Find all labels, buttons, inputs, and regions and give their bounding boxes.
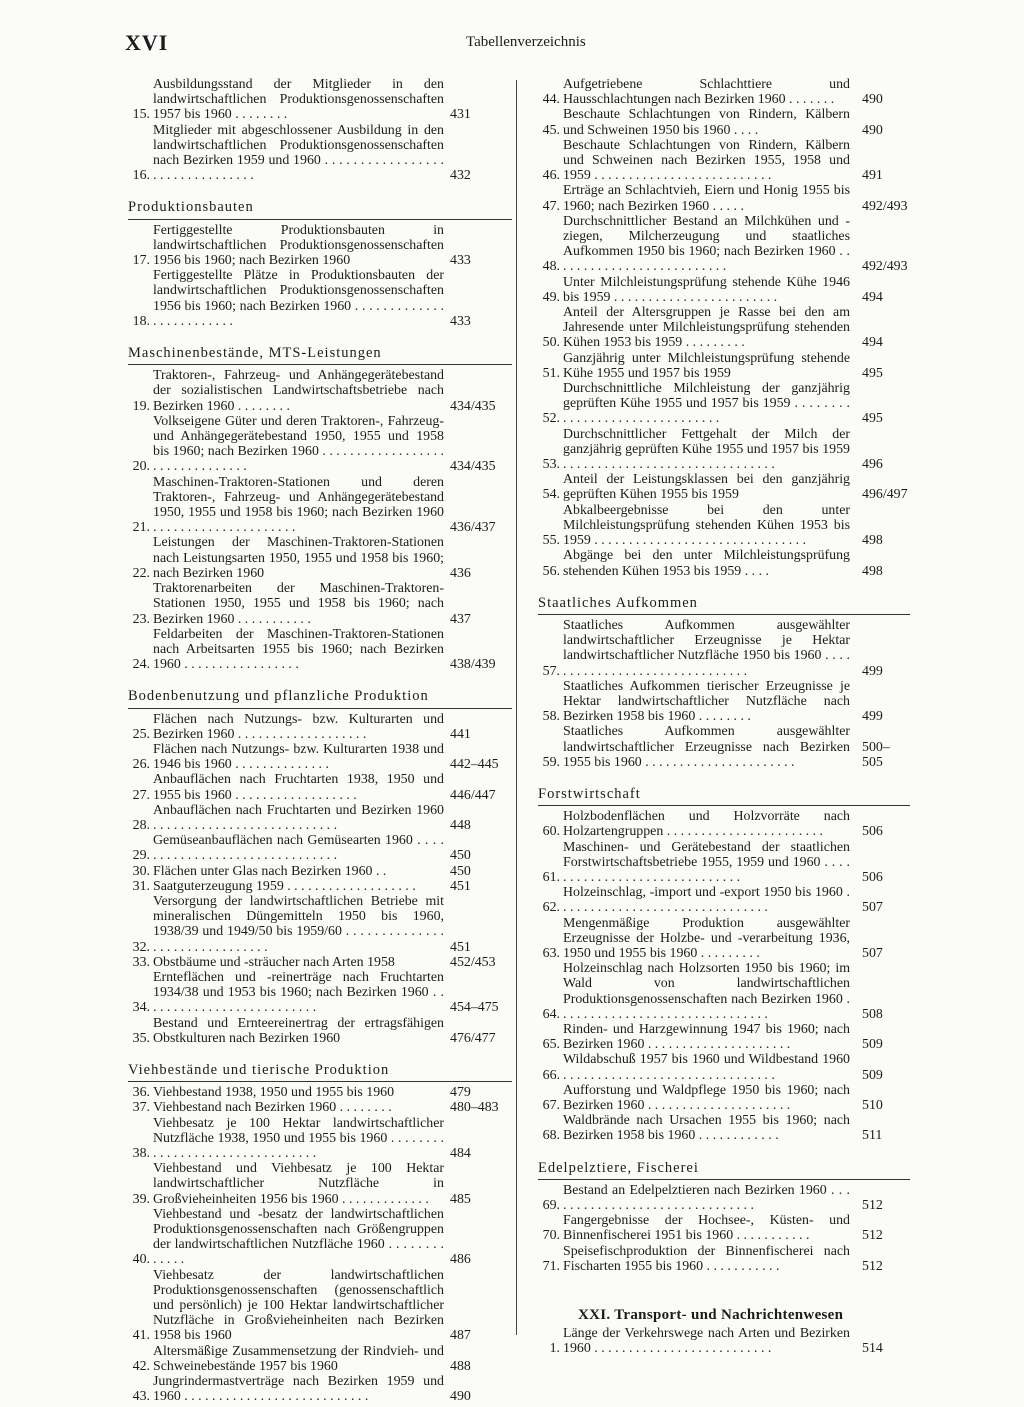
entry-title: Altersmäßige Zusammensetzung der Rindvieh- und Schweinebestände 1957 bis 1960 <box>153 1343 444 1374</box>
entry-page: 491 <box>862 168 883 184</box>
entry-number: 30. <box>132 863 150 879</box>
entry-number: 38. <box>132 1146 150 1161</box>
entry-number: 49. <box>542 289 560 305</box>
entry-number: 42. <box>132 1358 150 1374</box>
toc-entry <box>128 955 512 970</box>
toc-entry <box>538 472 910 502</box>
entry-title: Anbauflächen nach Fruchtarten 1938, 1950 und 1955 bis 1960 . . . . . . . . . . . . . . . . . . <box>153 772 444 803</box>
entry-title: Versorgung der landwirtschaftlichen Betriebe mit mineralischen Düngemitteln 1950 bis 1960, 1938/39 und 1949/50 bis 1959/60 . . . . . . . . . . . . . . . . . . . . . . . . . . . . . . . <box>153 893 444 955</box>
toc-entry <box>128 223 512 269</box>
entry-number: 57. <box>542 663 560 679</box>
toc-entry <box>538 1022 910 1052</box>
entry-number: 35. <box>132 1030 150 1046</box>
toc-entry <box>128 1016 512 1046</box>
entry-page: 499 <box>862 663 883 679</box>
toc-entry <box>128 772 512 802</box>
entry-number: 53. <box>542 457 560 473</box>
entry-page: 488 <box>450 1358 471 1374</box>
entry-title: Gemüseanbauflächen nach Gemüsearten 1960 . . . . . . . . . . . . . . . . . . . . . . . . . . . . . . . <box>153 833 444 864</box>
entry-number: 46. <box>542 168 560 184</box>
toc-entry <box>538 885 910 915</box>
entry-number: 55. <box>542 533 560 549</box>
entry-page: 511 <box>862 1128 883 1144</box>
toc-entry <box>128 475 512 536</box>
page-title: Tabellenverzeichnis <box>466 34 586 50</box>
entry-number: 24. <box>132 657 150 673</box>
toc-entry <box>128 712 512 742</box>
entry-title: Flächen unter Glas nach Bezirken 1960 . . <box>153 863 387 879</box>
toc-entry <box>128 1268 512 1344</box>
toc-entry <box>128 581 512 627</box>
toc-entry <box>538 183 910 213</box>
entry-page: 512 <box>862 1228 883 1244</box>
section-rule <box>128 708 512 709</box>
entry-page: 500–505 <box>862 739 890 770</box>
entry-page: 490 <box>862 92 883 108</box>
entry-title: Abkalbeergebnisse bei den unter Milchleistungsprüfung stehenden Kühen 1953 bis 1959 . . . . . . . . . . . . . . . . . . . . . . . . . . . . . . . <box>563 502 850 549</box>
toc-entry <box>128 803 512 833</box>
entry-title: Ausbildungsstand der Mitglieder in den landwirtschaftlichen Produktionsgenossenschaften 1957 bis 1960 . . . . . . . . <box>153 77 444 123</box>
entry-number: 62. <box>542 900 560 916</box>
entry-number: 65. <box>542 1037 560 1053</box>
entry-title: Viehbestand nach Bezirken 1960 . . . . . . . . <box>153 1100 392 1116</box>
entry-title: Waldbrände nach Ursachen 1955 bis 1960; nach Bezirken 1958 bis 1960 . . . . . . . . . . . . <box>563 1113 850 1144</box>
entry-title: Länge der Verkehrswege nach Arten und Bezirken 1960 . . . . . . . . . . . . . . . . . . . . . . . . . . <box>563 1326 850 1357</box>
entry-title: Fertiggestellte Produktionsbauten in landwirtschaftlichen Produktionsgenossenschaften 1956 bis 1960; nach Bezirken 1960 <box>153 222 444 269</box>
toc-entry <box>538 679 910 725</box>
entry-title: Flächen nach Nutzungs- bzw. Kulturarten und Bezirken 1960 . . . . . . . . . . . . . . . . . . . <box>153 711 444 742</box>
entry-page: 437 <box>450 611 471 627</box>
toc-entry <box>128 535 512 581</box>
entry-page: 433 <box>450 313 471 329</box>
entry-title: Viehbestand und Viehbesatz je 100 Hektar landwirtschaftlicher Nutzfläche in Großvieheinheiten 1956 bis 1960 . . . . . . . . . . . . . <box>153 1161 444 1207</box>
entry-number: 17. <box>132 253 150 269</box>
entry-number: 21. <box>132 520 150 536</box>
entry-number: 31. <box>132 878 150 894</box>
entry-title: Unter Milchleistungsprüfung stehende Kühe 1946 bis 1959 . . . . . . . . . . . . . . . . . . . . . . . . <box>563 274 850 305</box>
toc-entry <box>538 724 910 770</box>
toc-entry <box>538 916 910 962</box>
entry-page: 448 <box>450 817 471 833</box>
toc-entry <box>128 1344 512 1374</box>
section-rule <box>128 1081 512 1082</box>
entry-page: 512 <box>862 1258 883 1274</box>
entry-title: Traktorenarbeiten der Maschinen-Traktoren-Stationen 1950, 1955 und 1958 bis 1960; nach Bezirken 1960 . . . . . . . . . . . <box>153 581 444 627</box>
entry-page: 506 <box>862 869 883 885</box>
entry-number: 50. <box>542 335 560 351</box>
entry-page: 490 <box>450 1389 471 1405</box>
entry-number: 32. <box>132 939 150 955</box>
entry-page: 452/453 <box>450 954 496 970</box>
column-divider <box>516 80 517 1335</box>
left-column <box>128 77 512 1404</box>
entry-title: Aufforstung und Waldpflege 1950 bis 1960; nach Bezirken 1960 . . . . . . . . . . . . . . . . . . . . . <box>563 1082 850 1113</box>
entry-number: 54. <box>542 487 560 503</box>
entry-number: 64. <box>542 1006 560 1022</box>
entry-number: 15. <box>132 107 150 123</box>
entry-page: 490 <box>862 122 883 138</box>
toc-entry <box>128 1085 512 1100</box>
entry-title: Anteil der Leistungsklassen bei den ganzjährig geprüften Kühen 1955 bis 1959 <box>563 472 850 503</box>
entry-number: 67. <box>542 1098 560 1113</box>
entry-page: 442–445 <box>450 757 499 773</box>
entry-title: Aufgetriebene Schlachttiere und Hausschlachtungen nach Bezirken 1960 . . . . . . . <box>563 77 850 108</box>
entry-page: 479 <box>450 1085 471 1101</box>
toc-entry <box>538 1052 910 1082</box>
entry-page: 509 <box>862 1037 883 1053</box>
entry-page: 492/493 <box>862 259 908 275</box>
entry-page: 495 <box>862 411 883 427</box>
right-column <box>538 77 910 1357</box>
toc-entry <box>538 1244 910 1274</box>
entry-title: Viehbestand 1938, 1950 und 1955 bis 1960 <box>153 1085 395 1101</box>
entry-number: 18. <box>132 313 150 329</box>
section-rule <box>128 364 512 365</box>
entry-title: Traktoren-, Fahrzeug- und Anhängegerätebestand der sozialistischen Landwirtschaftsbetriebe nach Bezirken 1960 . . . . . . . . <box>153 368 444 414</box>
entry-title: Jungrindermastverträge nach Bezirken 1959 und 1960 . . . . . . . . . . . . . . . . . . . . . . . . . . . <box>153 1374 444 1405</box>
entry-page: 494 <box>862 335 883 351</box>
entry-title: Anteil der Altersgruppen je Rasse bei den am Jahresende unter Milchleistungsprüfung stehenden Kühen 1953 bis 1959 . . . . . . . . . <box>563 305 850 351</box>
page-number: XVI <box>125 30 169 55</box>
toc-entry <box>538 381 910 427</box>
toc-entry <box>538 1326 910 1356</box>
entry-title: Fertiggestellte Plätze in Produktionsbauten der landwirtschaftlichen Produktionsgenossenschaften 1956 bis 1960; nach Bezirken 1960 . . . . . . . . . . . . . . . . . . . . . . . . . <box>153 268 444 329</box>
entry-number: 58. <box>542 709 560 725</box>
entry-page: 480–483 <box>450 1100 499 1116</box>
toc-entry <box>128 970 512 1016</box>
entry-title: Leistungen der Maschinen-Traktoren-Stationen nach Leistungsarten 1950, 1955 und 1958 bis 1960; nach Bezirken 1960 <box>153 535 444 581</box>
entry-number: 16. <box>132 168 150 184</box>
toc-entry <box>538 214 910 275</box>
entry-page: 432 <box>450 168 471 184</box>
toc-entry <box>538 1083 910 1113</box>
toc-entry <box>128 1161 512 1207</box>
entry-number: 40. <box>132 1252 150 1268</box>
entry-number: 51. <box>542 365 560 381</box>
toc-entry <box>538 1113 910 1143</box>
entry-page: 436 <box>450 565 471 581</box>
toc-entry <box>538 961 910 1022</box>
entry-page: 485 <box>450 1191 471 1207</box>
entry-page: 441 <box>450 726 471 742</box>
toc-entry <box>538 427 910 473</box>
entry-number: 28. <box>132 817 150 833</box>
toc-entry <box>128 742 512 772</box>
entry-number: 41. <box>132 1328 150 1344</box>
entry-title: Abgänge bei den unter Milchleistungsprüfung stehenden Kühen 1953 bis 1959 . . . . <box>563 548 850 579</box>
entry-title: Holzeinschlag nach Holzsorten 1950 bis 1960; im Wald von landwirtschaftlichen Produktionsgenossenschaften nach Bezirken 1960 . . . . . . . . . . . . . . . . . . . . . . . . . . . . . . . <box>563 961 850 1022</box>
entry-page: 496/497 <box>862 487 908 503</box>
entry-number: 1. <box>549 1341 560 1357</box>
entry-title: Wildabschuß 1957 bis 1960 und Wildbestand 1960 . . . . . . . . . . . . . . . . . . . . . . . . . . . . . . . <box>563 1052 850 1083</box>
entry-page: 486 <box>450 1252 471 1268</box>
entry-title: Staatliches Aufkommen tierischer Erzeugnisse je Hektar landwirtschaftlicher Nutzfläche nach Bezirken 1958 bis 1960 . . . . . . . . <box>563 678 850 725</box>
entry-title: Viehbestand und -besatz der landwirtschaftlichen Produktionsgenossenschaften nach Größengruppen der landwirtschaftlichen Nutzfläche 1960 . . . . . . . . . . . . . <box>153 1206 444 1268</box>
section-title: Produktionsbauten <box>128 199 254 216</box>
section-title: Viehbestände und tierische Produktion <box>128 1061 390 1078</box>
entry-title: Fangergebnisse der Hochsee-, Küsten- und Binnenfischerei 1951 bis 1960 . . . . . . . . . . . <box>563 1213 850 1244</box>
entry-title: Beschaute Schlachtungen von Rindern, Kälbern und Schweinen nach Bezirken 1955, 1958 und 1959 . . . . . . . . . . . . . . . . . . . . . . . . . . <box>563 137 850 184</box>
entry-title: Obstbäume und -sträucher nach Arten 1958 <box>153 954 395 970</box>
entry-title: Beschaute Schlachtungen von Rindern, Kälbern und Schweinen 1950 bis 1960 . . . . <box>563 107 850 138</box>
entry-number: 47. <box>542 198 560 214</box>
entry-title: Holzeinschlag, -import und -export 1950 bis 1960 . . . . . . . . . . . . . . . . . . . . . . . . . . . . . . . <box>563 885 850 916</box>
entry-page: 484 <box>450 1146 471 1161</box>
toc-entry <box>128 368 512 414</box>
entry-page: 492/493 <box>862 198 908 214</box>
toc-entry <box>128 864 512 879</box>
entry-number: 20. <box>132 459 150 475</box>
entry-page: 514 <box>862 1341 883 1357</box>
entry-title: Viehbesatz je 100 Hektar landwirtschaftlicher Nutzfläche 1938, 1950 und 1955 bis 1960 . . . . . . . . . . . . . . . . . . . . . . . . . . . . . . . . <box>153 1115 444 1161</box>
entry-page: 431 <box>450 107 471 123</box>
entry-title: Anbauflächen nach Fruchtarten und Bezirken 1960 . . . . . . . . . . . . . . . . . . . . . . . . . . . <box>153 802 444 833</box>
entry-page: 446/447 <box>450 787 496 803</box>
entry-number: 59. <box>542 754 560 770</box>
toc-entry <box>538 548 910 578</box>
toc-entry <box>128 627 512 673</box>
toc-entry <box>538 809 910 839</box>
toc-entry <box>128 1116 512 1162</box>
entry-number: 27. <box>132 787 150 803</box>
entry-page: 507 <box>862 900 883 916</box>
entry-number: 23. <box>132 611 150 627</box>
entry-page: 433 <box>450 253 471 269</box>
toc-entry <box>128 894 512 955</box>
section-rule <box>128 219 512 220</box>
entry-title: Viehbesatz der landwirtschaftlichen Produktionsgenossenschaften (genossenschaftlich und persönlich) je 100 Hektar landwirtschaftlicher Nutzfläche in Großvieheinheiten nach Bezirken 1958 bis 1960 <box>153 1267 444 1344</box>
entry-title: Ernteflächen und -reinerträge nach Fruchtarten 1934/38 und 1953 bis 1960; nach Bezirken 1960 . . . . . . . . . . . . . . . . . . . . . . . . . . <box>153 969 444 1016</box>
entry-number: 33. <box>132 954 150 970</box>
entry-title: Durchschnittlicher Fettgehalt der Milch der ganzjährig geprüften Kühe 1955 und 1957 bis 1959 . . . . . . . . . . . . . . . . . . . . . . . . . . . . . . . <box>563 426 850 473</box>
entry-page: 476/477 <box>450 1030 496 1046</box>
entry-title: Saatguterzeugung 1959 . . . . . . . . . . . . . . . . . . . <box>153 878 416 894</box>
entry-number: 37. <box>132 1100 150 1116</box>
entry-number: 36. <box>132 1085 150 1101</box>
entry-number: 61. <box>542 869 560 885</box>
entry-title: Feldarbeiten der Maschinen-Traktoren-Stationen nach Arbeitsarten 1955 bis 1960; nach Bezirken 1960 . . . . . . . . . . . . . . . . . <box>153 626 444 673</box>
toc-entry <box>128 414 512 475</box>
entry-number: 71. <box>542 1258 560 1274</box>
section-rule <box>538 805 910 806</box>
entry-number: 39. <box>132 1191 150 1207</box>
entry-number: 70. <box>542 1228 560 1244</box>
entry-title: Durchschnittlicher Bestand an Milchkühen und -ziegen, Milcherzeugung und staatliches Aufkommen 1950 bis 1960; nach Bezirken 1960 . . . . . . . . . . . . . . . . . . . . . . . . . . <box>563 213 850 275</box>
entry-title: Flächen nach Nutzungs- bzw. Kulturarten 1938 und 1946 bis 1960 . . . . . . . . . . . . . . <box>153 741 444 773</box>
entry-page: 434/435 <box>450 459 496 475</box>
entry-title: Mengenmäßige Produktion ausgewählter Erzeugnisse der Holzbe- und -verarbeitung 1936, 1950 und 1955 bis 1960 . . . . . . . . . <box>563 915 850 961</box>
section-rule <box>538 1179 910 1180</box>
entry-number: 69. <box>542 1198 560 1214</box>
section-rule <box>538 614 910 615</box>
entry-number: 26. <box>132 757 150 773</box>
entry-page: 506 <box>862 824 883 840</box>
toc-entry <box>538 1213 910 1243</box>
entry-page: 487 <box>450 1328 471 1344</box>
toc-entry <box>538 275 910 305</box>
section-title: Forstwirtschaft <box>538 785 641 802</box>
entry-title: Bestand an Edelpelztieren nach Bezirken 1960 . . . . . . . . . . . . . . . . . . . . . . . . . . . . . . . <box>563 1182 850 1214</box>
entry-page: 496 <box>862 457 883 473</box>
entry-number: 48. <box>542 259 560 275</box>
toc-entry <box>538 305 910 351</box>
entry-title: Mitglieder mit abgeschlossener Ausbildung in den landwirtschaftlichen Produktionsgenossenschaften nach Bezirken 1959 und 1960 . . . . . . . . . . . . . . . . . . . . . . . . . . . . . . . . <box>153 122 444 184</box>
entry-title: Bestand und Ernteereinertrag der ertragsfähigen Obstkulturen nach Bezirken 1960 <box>153 1015 444 1046</box>
entry-number: 63. <box>542 945 560 961</box>
entry-title: Ganzjährig unter Milchleistungsprüfung stehende Kühe 1955 und 1957 bis 1959 <box>563 350 850 381</box>
toc-entry <box>538 138 910 184</box>
toc-entry <box>538 618 910 679</box>
entry-number: 45. <box>542 122 560 138</box>
toc-entry <box>128 833 512 863</box>
entry-page: 434/435 <box>450 398 496 414</box>
entry-number: 44. <box>542 92 560 108</box>
entry-title: Staatliches Aufkommen ausgewählter landwirtschaftlicher Erzeugnisse nach Bezirken 1955 bis 1960 . . . . . . . . . . . . . . . . . . . . . . <box>563 724 850 770</box>
entry-page: 509 <box>862 1067 883 1083</box>
entry-page: 454–475 <box>450 1000 499 1016</box>
entry-title: Speisefischproduktion der Binnenfischerei nach Fischarten 1955 bis 1960 . . . . . . . . . . . <box>563 1243 850 1274</box>
entry-number: 56. <box>542 563 560 579</box>
toc-entry <box>538 840 910 886</box>
entry-number: 52. <box>542 411 560 427</box>
entry-page: 507 <box>862 945 883 961</box>
entry-title: Rinden- und Harzgewinnung 1947 bis 1960; nach Bezirken 1960 . . . . . . . . . . . . . . . . . . . . . <box>563 1021 850 1053</box>
toc-entry <box>538 1183 910 1213</box>
entry-page: 450 <box>450 848 471 864</box>
toc-entry <box>538 351 910 381</box>
entry-title: Maschinen- und Gerätebestand der staatlichen Forstwirtschaftsbetriebe 1955, 1959 und 1960 . . . . . . . . . . . . . . . . . . . . . . . . . . . . . . <box>563 839 850 885</box>
toc-entry <box>128 1374 512 1404</box>
entry-page: 438/439 <box>450 657 496 673</box>
toc-entry <box>128 879 512 894</box>
entry-page: 451 <box>450 939 471 955</box>
entry-title: Maschinen-Traktoren-Stationen und deren Traktoren-, Fahrzeug- und Anhängegerätebestand 1950, 1955 und 1958 bis 1960; nach Bezirken 1960 . . . . . . . . . . . . . . . . . . . . . <box>153 474 444 536</box>
toc-entry <box>128 123 512 184</box>
entry-page: 451 <box>450 878 471 894</box>
entry-number: 66. <box>542 1067 560 1083</box>
entry-number: 68. <box>542 1128 560 1144</box>
toc-entry <box>538 107 910 137</box>
entry-title: Erträge an Schlachtvieh, Eiern und Honig 1955 bis 1960; nach Bezirken 1960 . . . . . <box>563 183 850 214</box>
toc-entry <box>128 1100 512 1115</box>
entry-page: 512 <box>862 1198 883 1214</box>
toc-entry <box>538 77 910 107</box>
page-header <box>0 30 1024 58</box>
entry-number: 43. <box>132 1389 150 1405</box>
section-title: Bodenbenutzung und pflanzliche Produktion <box>128 688 429 705</box>
entry-number: 29. <box>132 848 150 864</box>
section-title: Staatliches Aufkommen <box>538 594 698 611</box>
entry-title: Volkseigene Güter und deren Traktoren-, Fahrzeug- und Anhängegerätebestand 1950, 1955 und 1958 bis 1960; nach Bezirken 1960 . . . . . . . . . . . . . . . . . . . . . . . . . . . . . . . . <box>153 413 444 475</box>
entry-title: Holzbodenflächen und Holzvorräte nach Holzartengruppen . . . . . . . . . . . . . . . . . . . . . . . <box>563 809 850 840</box>
entry-number: 19. <box>132 398 150 414</box>
entry-page: 510 <box>862 1098 883 1113</box>
entry-page: 450 <box>450 863 471 879</box>
toc-entry <box>128 268 512 329</box>
entry-number: 22. <box>132 565 150 581</box>
toc-entry <box>128 77 512 123</box>
toc-entry <box>538 503 910 549</box>
entry-page: 498 <box>862 533 883 549</box>
entry-number: 25. <box>132 726 150 742</box>
entry-page: 499 <box>862 709 883 725</box>
entry-title: Staatliches Aufkommen ausgewählter landwirtschaftlicher Erzeugnisse je Hektar landwirtschaftlicher Nutzfläche 1950 bis 1960 . . . . . . . . . . . . . . . . . . . . . . . . . . . . . . . <box>563 617 850 679</box>
toc-entry <box>128 1207 512 1268</box>
entry-page: 495 <box>862 365 883 381</box>
section-title: Edelpelztiere, Fischerei <box>538 1159 699 1176</box>
entry-page: 436/437 <box>450 520 496 536</box>
entry-title: Durchschnittliche Milchleistung der ganzjährig geprüften Kühe 1955 und 1957 bis 1959 . . . . . . . . . . . . . . . . . . . . . . . . . . . . . . . <box>563 381 850 427</box>
section-title: XXI. Transport- und Nachrichtenwesen <box>578 1307 844 1324</box>
entry-page: 498 <box>862 563 883 579</box>
entry-page: 508 <box>862 1006 883 1022</box>
entry-number: 60. <box>542 824 560 840</box>
entry-number: 34. <box>132 1000 150 1016</box>
entry-page: 494 <box>862 289 883 305</box>
section-title: Maschinenbestände, MTS-Leistungen <box>128 345 382 362</box>
